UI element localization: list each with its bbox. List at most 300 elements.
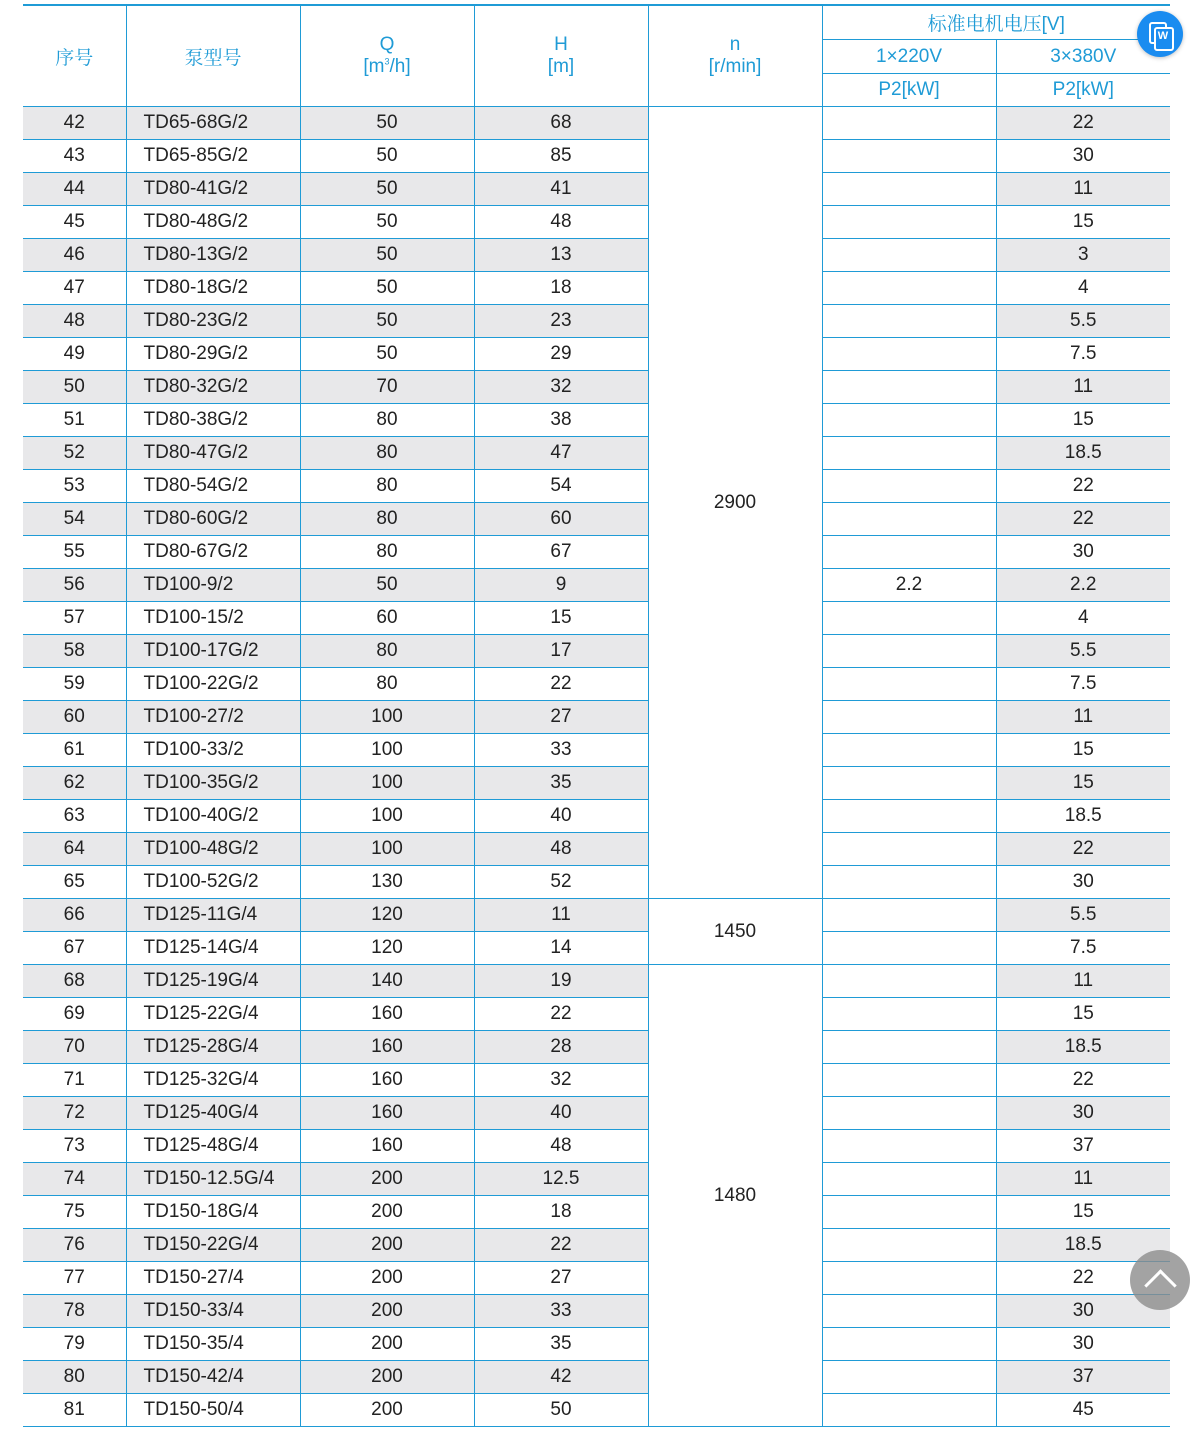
cell-p2-single bbox=[822, 932, 996, 965]
table-row bbox=[23, 998, 1170, 1031]
table-row bbox=[23, 1295, 1170, 1328]
cell-p2-three: 37 bbox=[996, 1130, 1170, 1163]
cell-model: TD80-60G/2 bbox=[126, 503, 300, 536]
table-row bbox=[23, 833, 1170, 866]
cell-p2-single bbox=[822, 899, 996, 932]
table-row bbox=[23, 1229, 1170, 1262]
cell-no: 63 bbox=[23, 800, 126, 833]
cell-q: 200 bbox=[300, 1163, 474, 1196]
table-row bbox=[23, 668, 1170, 701]
cell-p2-three: 11 bbox=[996, 701, 1170, 734]
table-row bbox=[23, 173, 1170, 206]
cell-q: 130 bbox=[300, 866, 474, 899]
cell-p2-three: 15 bbox=[996, 998, 1170, 1031]
cell-q: 100 bbox=[300, 734, 474, 767]
cell-model: TD100-22G/2 bbox=[126, 668, 300, 701]
cell-model: TD125-22G/4 bbox=[126, 998, 300, 1031]
cell-no: 45 bbox=[23, 206, 126, 239]
table-row bbox=[23, 800, 1170, 833]
cell-q: 80 bbox=[300, 635, 474, 668]
cell-p2-single bbox=[822, 701, 996, 734]
cell-p2-single bbox=[822, 338, 996, 371]
cell-h: 29 bbox=[474, 338, 648, 371]
cell-model: TD100-48G/2 bbox=[126, 833, 300, 866]
cell-h: 41 bbox=[474, 173, 648, 206]
table-row bbox=[23, 932, 1170, 965]
header-n-label: n bbox=[729, 34, 741, 55]
cell-p2-single bbox=[822, 1097, 996, 1130]
cell-p2-single bbox=[822, 1163, 996, 1196]
cell-h: 9 bbox=[474, 569, 648, 602]
header-h bbox=[474, 5, 648, 107]
header-no: 序号 bbox=[23, 5, 126, 107]
cell-q: 80 bbox=[300, 437, 474, 470]
cell-no: 77 bbox=[23, 1262, 126, 1295]
cell-h: 54 bbox=[474, 470, 648, 503]
cell-p2-single bbox=[822, 800, 996, 833]
cell-p2-three: 22 bbox=[996, 107, 1170, 140]
table-row bbox=[23, 767, 1170, 800]
cell-h: 35 bbox=[474, 1328, 648, 1361]
cell-h: 52 bbox=[474, 866, 648, 899]
table-row bbox=[23, 1163, 1170, 1196]
cell-h: 42 bbox=[474, 1361, 648, 1394]
table-row bbox=[23, 866, 1170, 899]
cell-model: TD80-67G/2 bbox=[126, 536, 300, 569]
cell-no: 71 bbox=[23, 1064, 126, 1097]
table-row bbox=[23, 107, 1170, 140]
table-row bbox=[23, 305, 1170, 338]
cell-q: 160 bbox=[300, 1130, 474, 1163]
cell-no: 68 bbox=[23, 965, 126, 998]
header-p2-three: P2[kW] bbox=[996, 74, 1170, 107]
cell-q: 200 bbox=[300, 1361, 474, 1394]
cell-p2-single bbox=[822, 635, 996, 668]
cell-p2-single bbox=[822, 998, 996, 1031]
cell-p2-single bbox=[822, 767, 996, 800]
cell-p2-three: 7.5 bbox=[996, 932, 1170, 965]
cell-h: 28 bbox=[474, 1031, 648, 1064]
cell-p2-single bbox=[822, 1394, 996, 1427]
cell-h: 32 bbox=[474, 1064, 648, 1097]
cell-p2-three: 22 bbox=[996, 470, 1170, 503]
cell-no: 54 bbox=[23, 503, 126, 536]
cell-no: 42 bbox=[23, 107, 126, 140]
table-row bbox=[23, 470, 1170, 503]
word-export-button[interactable] bbox=[1137, 11, 1183, 57]
cell-p2-single bbox=[822, 965, 996, 998]
cell-p2-three: 5.5 bbox=[996, 635, 1170, 668]
cell-q: 200 bbox=[300, 1328, 474, 1361]
cell-no: 70 bbox=[23, 1031, 126, 1064]
table-row bbox=[23, 206, 1170, 239]
cell-h: 85 bbox=[474, 140, 648, 173]
cell-no: 58 bbox=[23, 635, 126, 668]
cell-q: 160 bbox=[300, 1064, 474, 1097]
cell-q: 200 bbox=[300, 1394, 474, 1427]
cell-h: 14 bbox=[474, 932, 648, 965]
cell-q: 120 bbox=[300, 899, 474, 932]
cell-p2-single bbox=[822, 305, 996, 338]
table-row bbox=[23, 899, 1170, 932]
cell-p2-three: 11 bbox=[996, 965, 1170, 998]
cell-p2-single bbox=[822, 866, 996, 899]
cell-p2-single bbox=[822, 1295, 996, 1328]
cell-p2-three: 18.5 bbox=[996, 1031, 1170, 1064]
table-row bbox=[23, 536, 1170, 569]
cell-p2-single bbox=[822, 371, 996, 404]
cell-p2-three: 30 bbox=[996, 866, 1170, 899]
cell-model: TD125-40G/4 bbox=[126, 1097, 300, 1130]
cell-model: TD100-15/2 bbox=[126, 602, 300, 635]
cell-p2-single bbox=[822, 503, 996, 536]
cell-q: 50 bbox=[300, 305, 474, 338]
cell-no: 48 bbox=[23, 305, 126, 338]
cell-no: 72 bbox=[23, 1097, 126, 1130]
cell-p2-single bbox=[822, 206, 996, 239]
cell-p2-single bbox=[822, 1262, 996, 1295]
cell-model: TD150-35/4 bbox=[126, 1328, 300, 1361]
cell-h: 18 bbox=[474, 272, 648, 305]
cell-no: 49 bbox=[23, 338, 126, 371]
table-row bbox=[23, 1394, 1170, 1427]
cell-no: 80 bbox=[23, 1361, 126, 1394]
table-row bbox=[23, 734, 1170, 767]
cell-q: 50 bbox=[300, 173, 474, 206]
cell-q: 100 bbox=[300, 701, 474, 734]
cell-no: 55 bbox=[23, 536, 126, 569]
cell-model: TD80-41G/2 bbox=[126, 173, 300, 206]
cell-q: 70 bbox=[300, 371, 474, 404]
cell-p2-three: 15 bbox=[996, 734, 1170, 767]
table-row bbox=[23, 1130, 1170, 1163]
cell-q: 80 bbox=[300, 404, 474, 437]
cell-p2-single bbox=[822, 1328, 996, 1361]
cell-model: TD150-33/4 bbox=[126, 1295, 300, 1328]
cell-q: 140 bbox=[300, 965, 474, 998]
cell-speed: 1450 bbox=[648, 899, 822, 965]
cell-h: 27 bbox=[474, 1262, 648, 1295]
table-row bbox=[23, 272, 1170, 305]
cell-h: 60 bbox=[474, 503, 648, 536]
cell-no: 53 bbox=[23, 470, 126, 503]
cell-q: 80 bbox=[300, 536, 474, 569]
cell-p2-single: 2.2 bbox=[822, 569, 996, 602]
cell-model: TD65-68G/2 bbox=[126, 107, 300, 140]
cell-model: TD150-42/4 bbox=[126, 1361, 300, 1394]
header-n-unit: [r/min] bbox=[708, 56, 762, 77]
cell-h: 32 bbox=[474, 371, 648, 404]
cell-h: 19 bbox=[474, 965, 648, 998]
cell-q: 200 bbox=[300, 1295, 474, 1328]
cell-q: 120 bbox=[300, 932, 474, 965]
cell-no: 61 bbox=[23, 734, 126, 767]
table-body bbox=[23, 107, 1170, 1427]
cell-model: TD125-48G/4 bbox=[126, 1130, 300, 1163]
cell-p2-single bbox=[822, 173, 996, 206]
cell-p2-three: 22 bbox=[996, 1262, 1170, 1295]
cell-q: 100 bbox=[300, 800, 474, 833]
cell-model: TD100-52G/2 bbox=[126, 866, 300, 899]
cell-no: 57 bbox=[23, 602, 126, 635]
header-n bbox=[648, 5, 822, 107]
cell-p2-three: 7.5 bbox=[996, 668, 1170, 701]
cell-h: 48 bbox=[474, 1130, 648, 1163]
cell-q: 80 bbox=[300, 668, 474, 701]
cell-h: 17 bbox=[474, 635, 648, 668]
cell-model: TD125-32G/4 bbox=[126, 1064, 300, 1097]
cell-p2-single bbox=[822, 239, 996, 272]
cell-q: 50 bbox=[300, 206, 474, 239]
chevron-up-icon bbox=[1144, 1269, 1177, 1302]
cell-h: 48 bbox=[474, 206, 648, 239]
cell-h: 38 bbox=[474, 404, 648, 437]
cell-model: TD100-9/2 bbox=[126, 569, 300, 602]
cell-q: 160 bbox=[300, 1097, 474, 1130]
cell-p2-three: 18.5 bbox=[996, 437, 1170, 470]
table-row bbox=[23, 602, 1170, 635]
cell-no: 46 bbox=[23, 239, 126, 272]
table-row bbox=[23, 239, 1170, 272]
cell-p2-three: 15 bbox=[996, 206, 1170, 239]
cell-model: TD80-47G/2 bbox=[126, 437, 300, 470]
cell-q: 100 bbox=[300, 767, 474, 800]
cell-model: TD80-29G/2 bbox=[126, 338, 300, 371]
table-row bbox=[23, 1328, 1170, 1361]
cell-q: 50 bbox=[300, 569, 474, 602]
word-letter: W bbox=[1157, 30, 1169, 42]
cell-model: TD150-18G/4 bbox=[126, 1196, 300, 1229]
cell-model: TD150-50/4 bbox=[126, 1394, 300, 1427]
cell-model: TD125-28G/4 bbox=[126, 1031, 300, 1064]
cell-p2-three: 5.5 bbox=[996, 305, 1170, 338]
table-row bbox=[23, 503, 1170, 536]
cell-p2-single bbox=[822, 107, 996, 140]
cell-no: 75 bbox=[23, 1196, 126, 1229]
cell-p2-three: 4 bbox=[996, 272, 1170, 305]
table-row bbox=[23, 1031, 1170, 1064]
cell-no: 56 bbox=[23, 569, 126, 602]
cell-h: 33 bbox=[474, 1295, 648, 1328]
table-row bbox=[23, 1262, 1170, 1295]
cell-model: TD150-27/4 bbox=[126, 1262, 300, 1295]
cell-p2-three: 11 bbox=[996, 173, 1170, 206]
cell-model: TD125-19G/4 bbox=[126, 965, 300, 998]
cell-h: 22 bbox=[474, 1229, 648, 1262]
cell-no: 50 bbox=[23, 371, 126, 404]
cell-p2-single bbox=[822, 470, 996, 503]
cell-model: TD100-17G/2 bbox=[126, 635, 300, 668]
cell-h: 40 bbox=[474, 800, 648, 833]
cell-p2-three: 22 bbox=[996, 503, 1170, 536]
cell-h: 27 bbox=[474, 701, 648, 734]
cell-p2-single bbox=[822, 734, 996, 767]
cell-no: 60 bbox=[23, 701, 126, 734]
cell-h: 48 bbox=[474, 833, 648, 866]
cell-h: 67 bbox=[474, 536, 648, 569]
cell-model: TD100-27/2 bbox=[126, 701, 300, 734]
header-voltage-group: 标准电机电压[V] bbox=[822, 5, 1170, 40]
cell-q: 50 bbox=[300, 239, 474, 272]
cell-p2-three: 45 bbox=[996, 1394, 1170, 1427]
cell-h: 13 bbox=[474, 239, 648, 272]
cell-h: 22 bbox=[474, 998, 648, 1031]
cell-speed: 1480 bbox=[648, 965, 822, 1427]
cell-no: 51 bbox=[23, 404, 126, 437]
cell-p2-single bbox=[822, 833, 996, 866]
cell-model: TD125-11G/4 bbox=[126, 899, 300, 932]
header-p2-single: P2[kW] bbox=[822, 74, 996, 107]
cell-q: 200 bbox=[300, 1229, 474, 1262]
cell-no: 64 bbox=[23, 833, 126, 866]
header-q-label: Q bbox=[379, 34, 395, 55]
cell-model: TD80-48G/2 bbox=[126, 206, 300, 239]
cell-model: TD80-18G/2 bbox=[126, 272, 300, 305]
cell-no: 65 bbox=[23, 866, 126, 899]
cell-h: 40 bbox=[474, 1097, 648, 1130]
table-row bbox=[23, 1361, 1170, 1394]
cell-p2-three: 15 bbox=[996, 404, 1170, 437]
cell-p2-three: 11 bbox=[996, 371, 1170, 404]
cell-p2-single bbox=[822, 536, 996, 569]
cell-q: 200 bbox=[300, 1262, 474, 1295]
cell-no: 47 bbox=[23, 272, 126, 305]
cell-q: 160 bbox=[300, 998, 474, 1031]
cell-p2-three: 18.5 bbox=[996, 1229, 1170, 1262]
cell-p2-three: 30 bbox=[996, 1328, 1170, 1361]
cell-model: TD100-35G/2 bbox=[126, 767, 300, 800]
cell-p2-three: 18.5 bbox=[996, 800, 1170, 833]
cell-h: 23 bbox=[474, 305, 648, 338]
cell-model: TD65-85G/2 bbox=[126, 140, 300, 173]
cell-no: 62 bbox=[23, 767, 126, 800]
table-row bbox=[23, 338, 1170, 371]
cell-model: TD80-54G/2 bbox=[126, 470, 300, 503]
cell-model: TD100-33/2 bbox=[126, 734, 300, 767]
cell-p2-single bbox=[822, 404, 996, 437]
cell-p2-three: 37 bbox=[996, 1361, 1170, 1394]
cell-no: 52 bbox=[23, 437, 126, 470]
cell-p2-three: 30 bbox=[996, 1295, 1170, 1328]
cell-q: 100 bbox=[300, 833, 474, 866]
cell-p2-single bbox=[822, 437, 996, 470]
cell-p2-single bbox=[822, 1064, 996, 1097]
cell-q: 200 bbox=[300, 1196, 474, 1229]
table-row bbox=[23, 1097, 1170, 1130]
cell-p2-single bbox=[822, 1130, 996, 1163]
cell-p2-three: 30 bbox=[996, 1097, 1170, 1130]
cell-model: TD150-22G/4 bbox=[126, 1229, 300, 1262]
cell-p2-three: 30 bbox=[996, 140, 1170, 173]
cell-no: 69 bbox=[23, 998, 126, 1031]
cell-p2-three: 22 bbox=[996, 833, 1170, 866]
cell-q: 80 bbox=[300, 470, 474, 503]
cell-q: 50 bbox=[300, 140, 474, 173]
table-row bbox=[23, 1196, 1170, 1229]
header-q-unit: $[m^3/h]$ bbox=[363, 56, 411, 77]
table-row bbox=[23, 437, 1170, 470]
header-h-label: H bbox=[554, 34, 568, 55]
cell-no: 78 bbox=[23, 1295, 126, 1328]
cell-h: 22 bbox=[474, 668, 648, 701]
cell-no: 81 bbox=[23, 1394, 126, 1427]
cell-q: 160 bbox=[300, 1031, 474, 1064]
cell-no: 76 bbox=[23, 1229, 126, 1262]
cell-p2-three: 15 bbox=[996, 767, 1170, 800]
table-row bbox=[23, 569, 1170, 602]
cell-no: 43 bbox=[23, 140, 126, 173]
pump-spec-table bbox=[23, 4, 1170, 1427]
cell-q: 50 bbox=[300, 107, 474, 140]
cell-h: 50 bbox=[474, 1394, 648, 1427]
table-row bbox=[23, 371, 1170, 404]
cell-p2-single bbox=[822, 1031, 996, 1064]
cell-h: 68 bbox=[474, 107, 648, 140]
table-row bbox=[23, 701, 1170, 734]
cell-h: 47 bbox=[474, 437, 648, 470]
cell-q: 50 bbox=[300, 338, 474, 371]
cell-no: 79 bbox=[23, 1328, 126, 1361]
cell-h: 11 bbox=[474, 899, 648, 932]
cell-no: 44 bbox=[23, 173, 126, 206]
table-row bbox=[23, 140, 1170, 173]
cell-p2-single bbox=[822, 602, 996, 635]
table-row bbox=[23, 635, 1170, 668]
cell-model: TD150-12.5G/4 bbox=[126, 1163, 300, 1196]
cell-p2-single bbox=[822, 272, 996, 305]
cell-q: 50 bbox=[300, 272, 474, 305]
cell-h: 15 bbox=[474, 602, 648, 635]
cell-h: 33 bbox=[474, 734, 648, 767]
header-q bbox=[300, 5, 474, 107]
header-v1: 1×220V bbox=[822, 40, 996, 74]
cell-p2-three: 30 bbox=[996, 536, 1170, 569]
cell-no: 73 bbox=[23, 1130, 126, 1163]
cell-p2-three: 2.2 bbox=[996, 569, 1170, 602]
header-v3: 3×380V bbox=[996, 40, 1170, 74]
cell-p2-three: 3 bbox=[996, 239, 1170, 272]
cell-h: 12.5 bbox=[474, 1163, 648, 1196]
cell-model: TD80-23G/2 bbox=[126, 305, 300, 338]
cell-no: 74 bbox=[23, 1163, 126, 1196]
cell-p2-single bbox=[822, 668, 996, 701]
cell-no: 59 bbox=[23, 668, 126, 701]
cell-model: TD80-32G/2 bbox=[126, 371, 300, 404]
cell-p2-three: 5.5 bbox=[996, 899, 1170, 932]
cell-h: 35 bbox=[474, 767, 648, 800]
cell-h: 18 bbox=[474, 1196, 648, 1229]
cell-p2-three: 15 bbox=[996, 1196, 1170, 1229]
cell-p2-three: 11 bbox=[996, 1163, 1170, 1196]
cell-p2-single bbox=[822, 1361, 996, 1394]
cell-p2-single bbox=[822, 140, 996, 173]
header-h-unit: [m] bbox=[547, 56, 575, 77]
back-to-top-button[interactable] bbox=[1130, 1250, 1190, 1310]
cell-p2-single bbox=[822, 1229, 996, 1262]
table-header bbox=[23, 5, 1170, 107]
cell-p2-three: 7.5 bbox=[996, 338, 1170, 371]
cell-model: TD125-14G/4 bbox=[126, 932, 300, 965]
table-row bbox=[23, 965, 1170, 998]
cell-q: 80 bbox=[300, 503, 474, 536]
cell-model: TD100-40G/2 bbox=[126, 800, 300, 833]
cell-p2-three: 4 bbox=[996, 602, 1170, 635]
cell-no: 67 bbox=[23, 932, 126, 965]
cell-model: TD80-38G/2 bbox=[126, 404, 300, 437]
cell-p2-three: 22 bbox=[996, 1064, 1170, 1097]
header-model: 泵型号 bbox=[126, 5, 300, 107]
table-row bbox=[23, 404, 1170, 437]
